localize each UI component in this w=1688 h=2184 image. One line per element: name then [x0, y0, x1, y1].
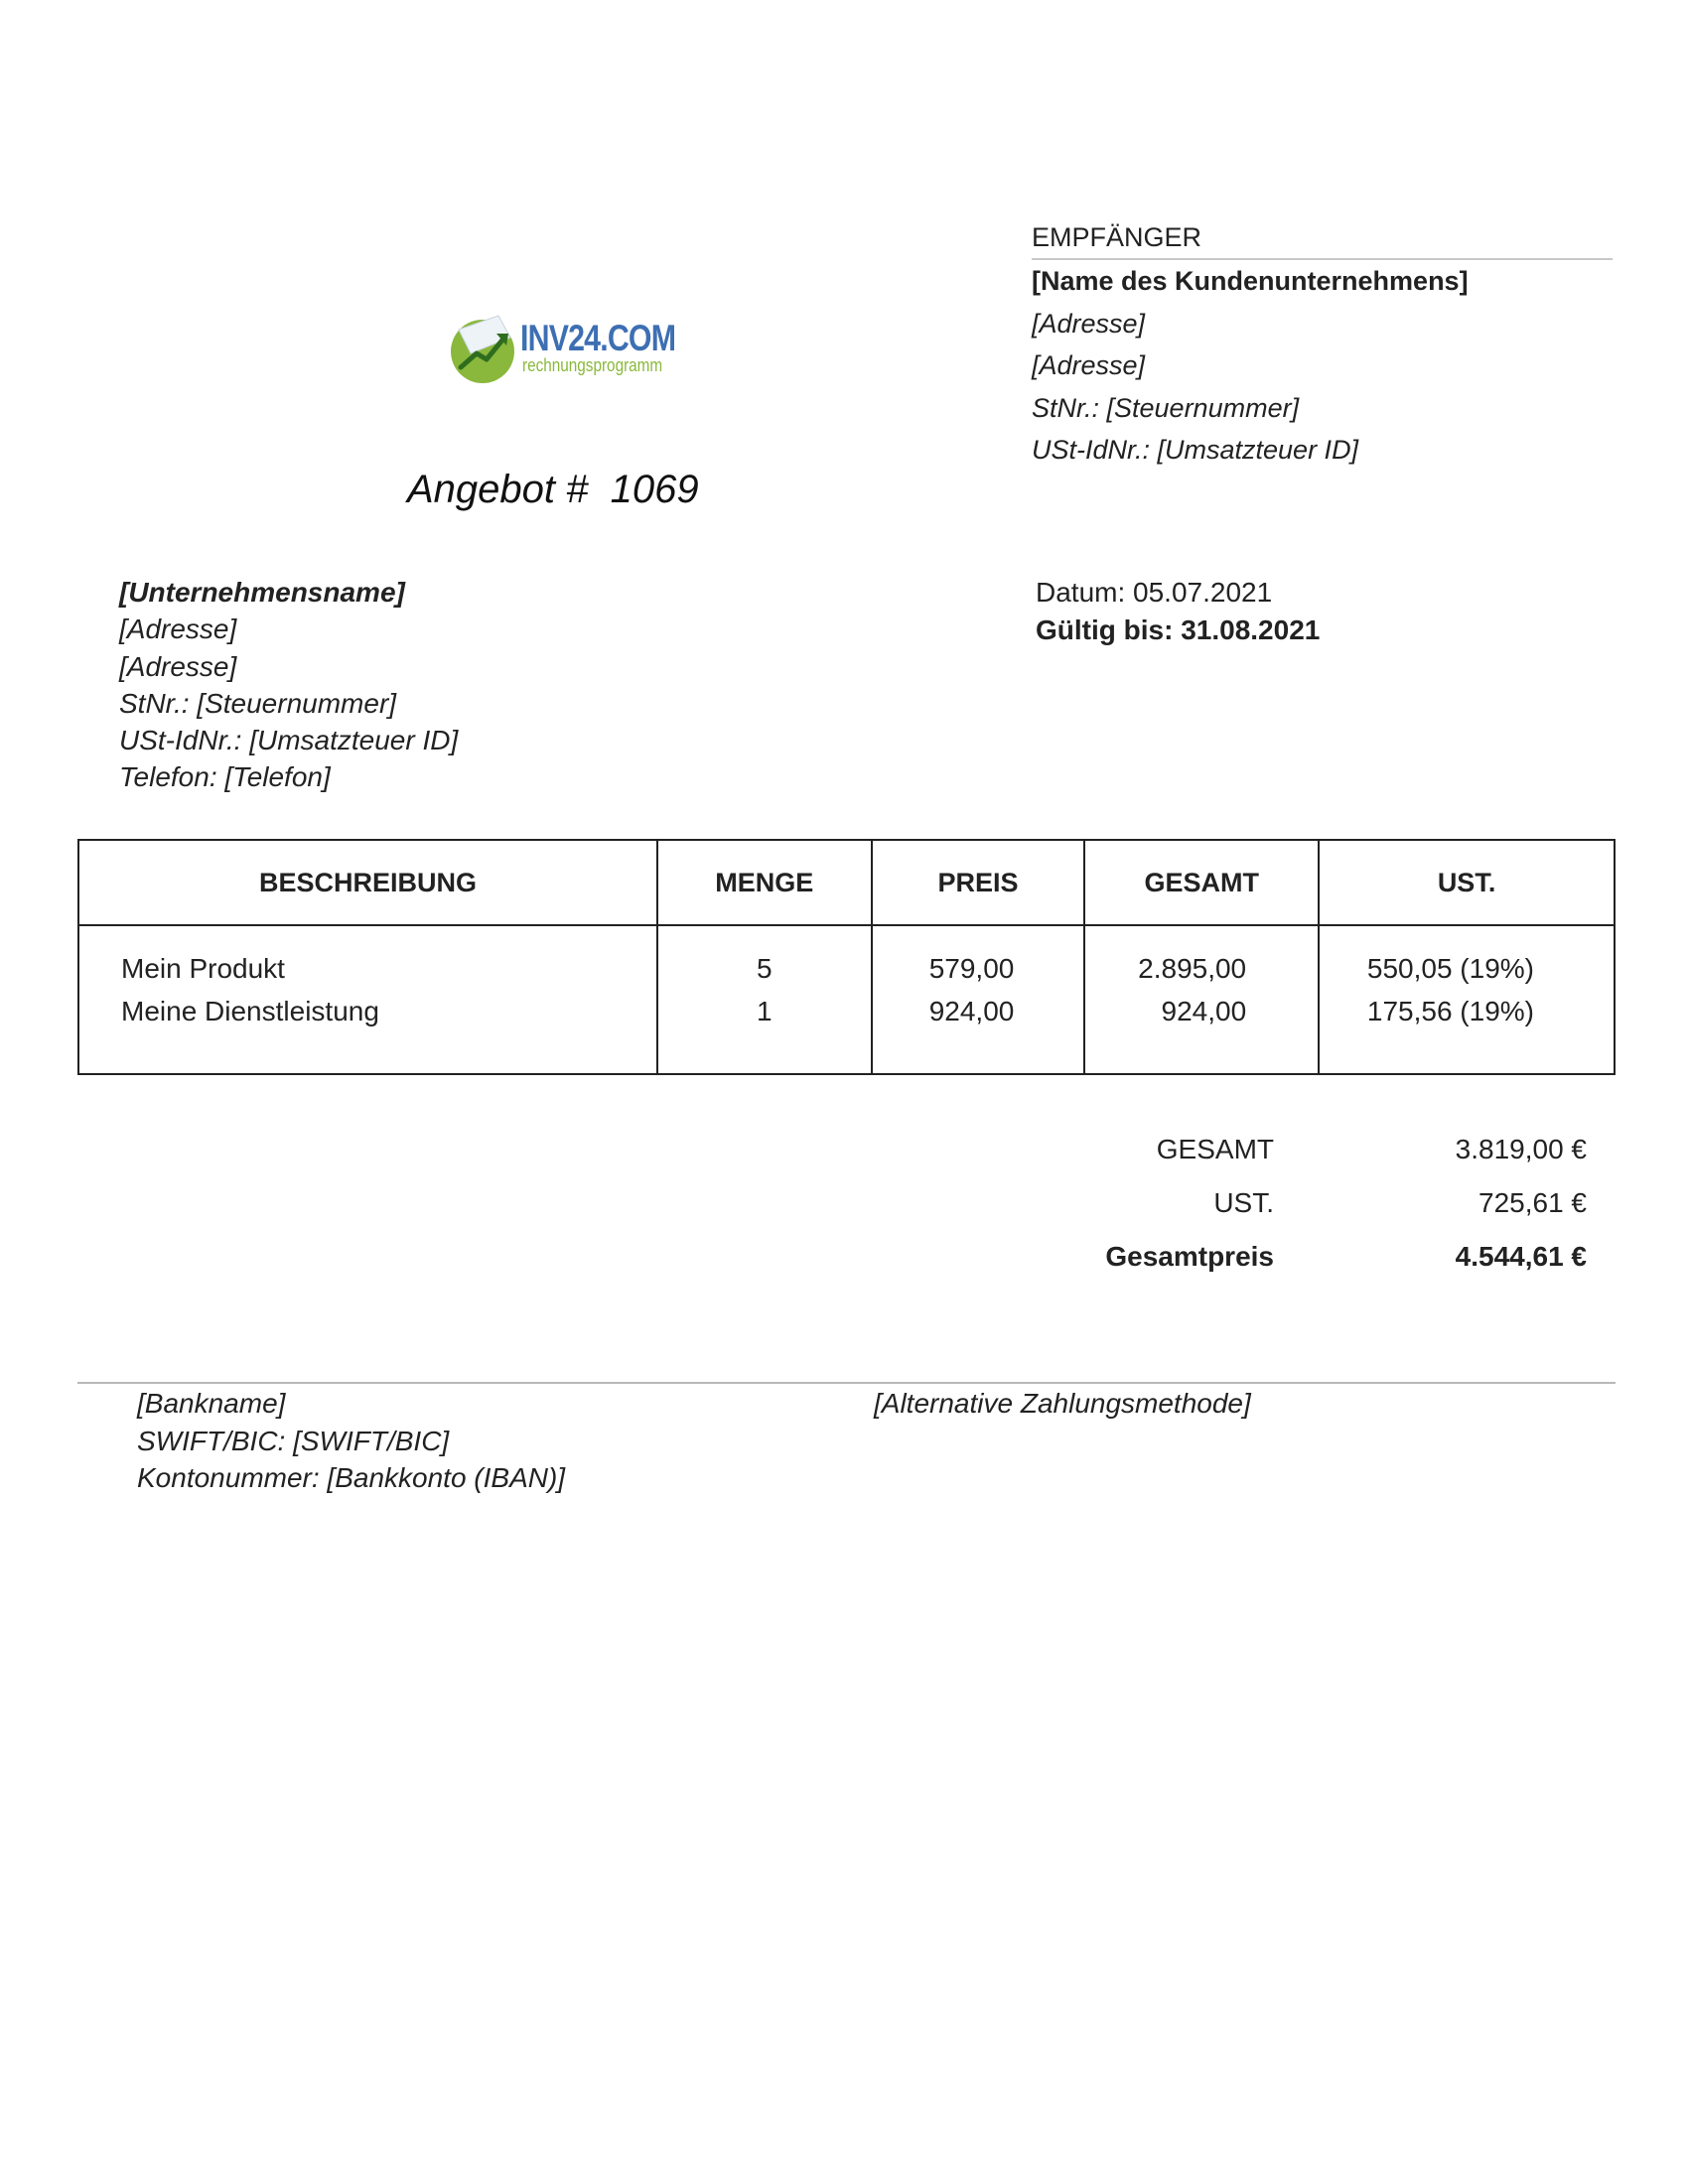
bank-name: [Bankname] [137, 1388, 286, 1419]
item-vat: 175,56 (19%) [1366, 996, 1534, 1026]
sender-phone: Telefon: [Telefon] [119, 761, 331, 793]
grand-total-label: Gesamtpreis [1105, 1241, 1274, 1272]
line-items-table [77, 839, 1616, 1075]
footer-divider [77, 1382, 1616, 1384]
item-quantity: 1 [756, 996, 773, 1026]
column-header-quantity: MENGE [657, 840, 872, 925]
recipient-heading: EMPFÄNGER [1032, 216, 1613, 260]
item-total: 2.895,00 [1138, 953, 1247, 984]
bank-details [137, 1385, 565, 1497]
column-header-total: GESAMT [1084, 840, 1319, 925]
vat-label: UST. [1213, 1187, 1274, 1218]
dates-block [1036, 574, 1320, 649]
total-cell [1084, 925, 1319, 1074]
logo-wordmark: INV24.COM [520, 318, 676, 358]
subtotal-label: GESAMT [1156, 1134, 1274, 1164]
item-description: Mein Produkt [121, 953, 285, 984]
sender-address-1: [Adresse] [119, 614, 237, 645]
document-title: Angebot # 1069 [407, 468, 699, 511]
valid-until-date: Gültig bis: 31.08.2021 [1036, 614, 1321, 645]
item-total: 924,00 [1161, 996, 1247, 1026]
recipient-address-1: [Adresse] [1032, 308, 1146, 339]
table-header-row [78, 840, 1615, 925]
item-vat: 550,05 (19%) [1366, 953, 1534, 984]
item-price: 924,00 [928, 996, 1015, 1026]
vat-cell [1319, 925, 1615, 1074]
account-number: Kontonummer: [Bankkonto (IBAN)] [137, 1462, 566, 1493]
column-header-description: BESCHREIBUNG [78, 840, 657, 925]
logo-tagline: rechnungsprogramm [522, 355, 663, 375]
subtotal-value: 3.819,00 € [1455, 1134, 1587, 1164]
grand-total-value: 4.544,61 € [1455, 1241, 1587, 1272]
item-price: 579,00 [928, 953, 1015, 984]
recipient-tax-number: StNr.: [Steuernummer] [1032, 392, 1300, 423]
sender-tax-number: StNr.: [Steuernummer] [119, 687, 397, 719]
table-row [78, 925, 1615, 1074]
column-header-vat: UST. [1319, 840, 1615, 925]
column-header-price: PREIS [872, 840, 1085, 925]
recipient-address-2: [Adresse] [1032, 350, 1146, 380]
sender-company: [Unternehmensname] [119, 577, 405, 608]
description-cell [78, 925, 657, 1074]
alternative-payment: [Alternative Zahlungsmethode] [874, 1388, 1251, 1419]
quantity-cell [657, 925, 872, 1074]
item-description: Meine Dienstleistung [121, 996, 379, 1026]
price-cell [872, 925, 1085, 1074]
sender-vat-id: USt-IdNr.: [Umsatzteuer ID] [119, 725, 459, 756]
vat-value: 725,61 € [1478, 1187, 1587, 1218]
item-quantity: 5 [756, 953, 773, 984]
sender-block [119, 574, 458, 796]
recipient-company: [Name des Kundenunternehmens] [1032, 266, 1469, 296]
offer-date: Datum: 05.07.2021 [1036, 577, 1273, 608]
sender-address-2: [Adresse] [119, 650, 237, 682]
recipient-vat-id: USt-IdNr.: [Umsatzteuer ID] [1032, 435, 1359, 465]
recipient-block [1032, 216, 1613, 472]
swift-bic: SWIFT/BIC: [SWIFT/BIC] [137, 1425, 450, 1456]
